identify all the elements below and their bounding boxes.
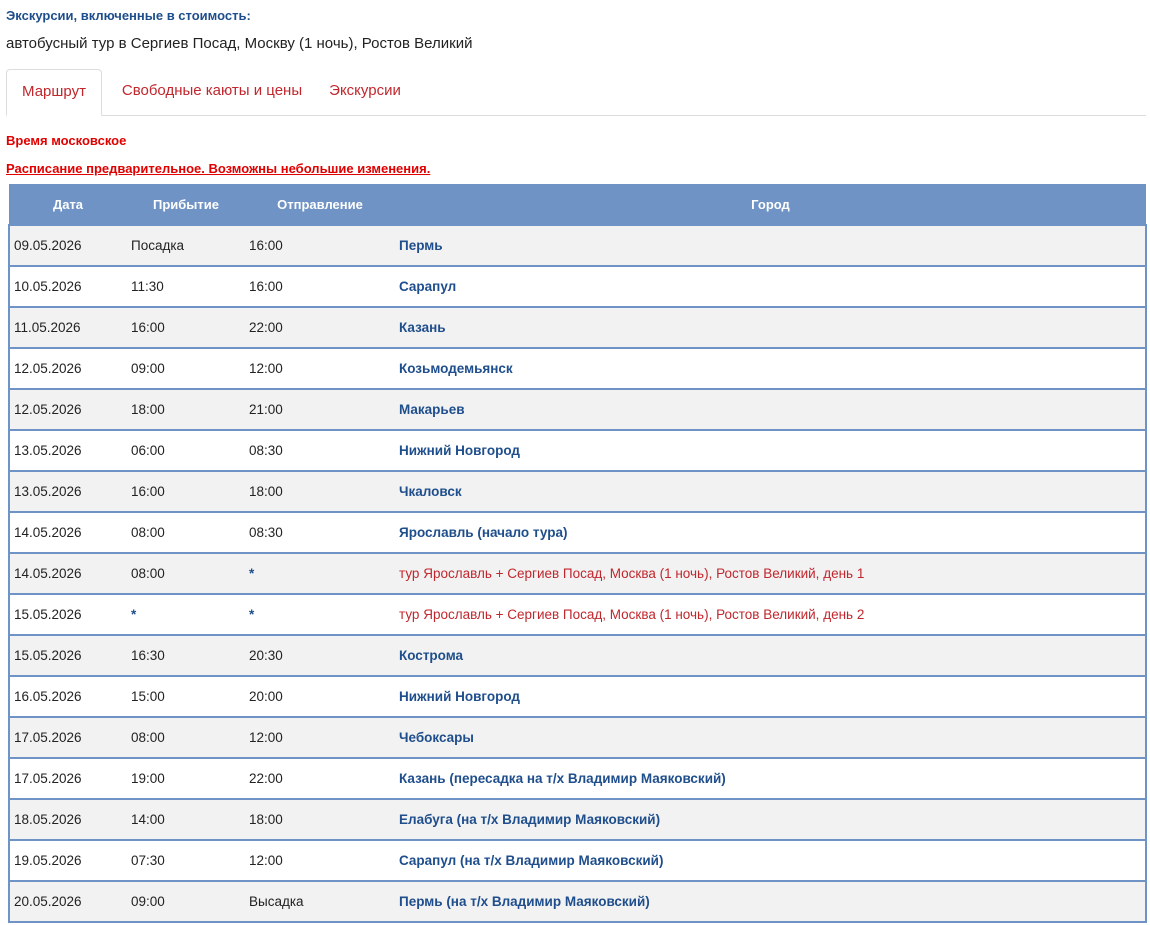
table-row (9, 225, 1146, 266)
cell-departure (245, 225, 395, 266)
table-row (9, 840, 1146, 881)
cell-city (395, 758, 1146, 799)
cell-departure-value: * (249, 607, 255, 622)
cell-departure (245, 594, 395, 635)
cell-departure (245, 307, 395, 348)
cell-city (395, 840, 1146, 881)
cell-date-value: 12.05.2026 (14, 402, 82, 417)
cell-date (9, 717, 127, 758)
cell-arrival (127, 594, 245, 635)
cell-arrival (127, 881, 245, 922)
cell-departure (245, 758, 395, 799)
excursions-included-text: автобусный тур в Сергиев Посад, Москву (1 ночь), Ростов Великий (6, 35, 473, 52)
cell-arrival-value: 09:00 (131, 894, 165, 909)
cell-date (9, 799, 127, 840)
table-row (9, 430, 1146, 471)
cell-departure (245, 553, 395, 594)
cell-departure-value: 16:00 (249, 279, 283, 294)
cell-departure (245, 430, 395, 471)
cell-arrival (127, 348, 245, 389)
table-row (9, 266, 1146, 307)
cell-city (395, 430, 1146, 471)
city-link[interactable]: Елабуга (на т/х Владимир Маяковский) (399, 812, 661, 827)
city-link[interactable]: Казань (пересадка на т/х Владимир Маяковский) (399, 771, 726, 786)
city-link[interactable]: Нижний Новгород (399, 689, 520, 704)
cell-departure-value: 08:30 (249, 525, 283, 540)
cell-date-value: 10.05.2026 (14, 279, 82, 294)
table-row (9, 799, 1146, 840)
cell-date-value: 18.05.2026 (14, 812, 82, 827)
city-link[interactable]: Ярославль (начало тура) (399, 525, 568, 540)
cell-departure-value: 18:00 (249, 812, 283, 827)
cell-departure (245, 389, 395, 430)
cell-city (395, 594, 1146, 635)
table-row (9, 594, 1146, 635)
cell-date (9, 594, 127, 635)
cell-date (9, 225, 127, 266)
cell-departure-value: 12:00 (249, 853, 283, 868)
cell-arrival (127, 717, 245, 758)
time-zone-note: Время московское (6, 133, 127, 148)
cell-city (395, 389, 1146, 430)
cell-city (395, 717, 1146, 758)
header-departure: Отправление (245, 184, 395, 225)
city-link[interactable]: Козьмодемьянск (399, 361, 513, 376)
tab-excursions[interactable]: Экскурсии (329, 82, 401, 99)
cell-date (9, 307, 127, 348)
cell-arrival-value: 16:00 (131, 320, 165, 335)
cell-departure-value: 12:00 (249, 361, 283, 376)
city-link[interactable]: Чкаловск (399, 484, 462, 499)
cell-city (395, 225, 1146, 266)
city-link[interactable]: Макарьев (399, 402, 465, 417)
header-date: Дата (9, 184, 127, 225)
cell-arrival (127, 676, 245, 717)
tab-cabins-prices[interactable]: Свободные каюты и цены (121, 82, 303, 99)
cell-departure (245, 676, 395, 717)
cell-departure-value: 20:30 (249, 648, 283, 663)
cell-arrival (127, 553, 245, 594)
table-row (9, 553, 1146, 594)
cell-arrival-value: 08:00 (131, 730, 165, 745)
cell-departure-value: 12:00 (249, 730, 283, 745)
cell-date (9, 512, 127, 553)
cell-departure (245, 717, 395, 758)
city-link[interactable]: Казань (399, 320, 446, 335)
schedule-disclaimer: Расписание предварительное. Возможны небольшие изменения. (6, 161, 431, 176)
cell-date-value: 15.05.2026 (14, 648, 82, 663)
cell-departure (245, 266, 395, 307)
tour-link[interactable]: тур Ярославль + Сергиев Посад, Москва (1 ночь), Ростов Великий, день 1 (399, 566, 865, 581)
cell-arrival-value: 11:30 (131, 279, 164, 294)
cell-arrival-value: 09:00 (131, 361, 165, 376)
cell-date (9, 758, 127, 799)
cell-arrival (127, 430, 245, 471)
cell-arrival-value: 08:00 (131, 566, 165, 581)
cell-arrival (127, 225, 245, 266)
cell-city (395, 676, 1146, 717)
table-row (9, 471, 1146, 512)
cell-date-value: 19.05.2026 (14, 853, 82, 868)
cell-departure (245, 471, 395, 512)
cell-arrival-value: 14:00 (131, 812, 165, 827)
cell-departure-value: 16:00 (249, 238, 283, 253)
cell-date (9, 840, 127, 881)
cell-departure (245, 881, 395, 922)
cell-departure (245, 348, 395, 389)
cell-city (395, 471, 1146, 512)
tab-route[interactable]: Маршрут (6, 69, 102, 116)
cell-city (395, 266, 1146, 307)
cell-arrival-value: 16:00 (131, 484, 165, 499)
cell-departure (245, 512, 395, 553)
table-row (9, 676, 1146, 717)
cell-date-value: 13.05.2026 (14, 484, 82, 499)
cell-departure-value: Высадка (249, 894, 304, 909)
cell-departure-value: 18:00 (249, 484, 283, 499)
cell-departure-value: * (249, 566, 255, 581)
cell-date-value: 17.05.2026 (14, 771, 82, 786)
cell-date (9, 635, 127, 676)
city-link[interactable]: Чебоксары (399, 730, 474, 745)
cell-arrival (127, 266, 245, 307)
city-link[interactable]: Нижний Новгород (399, 443, 520, 458)
table-row (9, 635, 1146, 676)
header-city: Город (395, 184, 1146, 225)
cell-arrival (127, 799, 245, 840)
cell-departure-value: 08:30 (249, 443, 283, 458)
cell-arrival-value: Посадка (131, 238, 185, 253)
cell-city (395, 553, 1146, 594)
city-link[interactable]: Пермь (на т/х Владимир Маяковский) (399, 894, 650, 909)
cell-date-value: 14.05.2026 (14, 525, 82, 540)
cell-city (395, 635, 1146, 676)
city-link[interactable]: Сарапул (399, 279, 457, 294)
table-row (9, 512, 1146, 553)
cell-city (395, 881, 1146, 922)
cell-date (9, 676, 127, 717)
cell-date-value: 16.05.2026 (14, 689, 82, 704)
tour-link[interactable]: тур Ярославль + Сергиев Посад, Москва (1 ночь), Ростов Великий, день 2 (399, 607, 865, 622)
cell-departure-value: 22:00 (249, 771, 283, 786)
cell-date (9, 266, 127, 307)
cell-arrival-value: 19:00 (131, 771, 165, 786)
cell-city (395, 799, 1146, 840)
table-row (9, 389, 1146, 430)
cell-date (9, 553, 127, 594)
schedule-table (8, 184, 1147, 923)
tab-bar (6, 69, 1146, 116)
cell-date-value: 13.05.2026 (14, 443, 82, 458)
cell-arrival-value: 15:00 (131, 689, 165, 704)
table-row (9, 348, 1146, 389)
cell-date-value: 20.05.2026 (14, 894, 82, 909)
cell-date (9, 389, 127, 430)
cell-arrival (127, 512, 245, 553)
schedule-body (9, 225, 1146, 922)
cell-departure-value: 20:00 (249, 689, 283, 704)
cell-arrival-value: 06:00 (131, 443, 165, 458)
cell-arrival (127, 307, 245, 348)
cell-arrival-value: 08:00 (131, 525, 165, 540)
cell-arrival (127, 389, 245, 430)
cell-date-value: 12.05.2026 (14, 361, 82, 376)
city-link[interactable]: Пермь (399, 238, 443, 253)
table-row (9, 881, 1146, 922)
table-row (9, 758, 1146, 799)
cell-departure (245, 635, 395, 676)
cell-city (395, 512, 1146, 553)
cell-arrival (127, 635, 245, 676)
cell-arrival-value: 18:00 (131, 402, 165, 417)
cell-departure (245, 799, 395, 840)
cell-date (9, 471, 127, 512)
cell-arrival-value: * (131, 607, 137, 622)
cell-arrival (127, 758, 245, 799)
table-row (9, 307, 1146, 348)
city-link[interactable]: Кострома (399, 648, 464, 663)
cell-departure (245, 840, 395, 881)
header-arrival: Прибытие (127, 184, 245, 225)
cell-date (9, 881, 127, 922)
table-row (9, 717, 1146, 758)
cell-arrival (127, 840, 245, 881)
cell-departure-value: 22:00 (249, 320, 283, 335)
cell-date (9, 348, 127, 389)
cell-date-value: 17.05.2026 (14, 730, 82, 745)
cell-arrival-value: 16:30 (131, 648, 165, 663)
cell-date-value: 15.05.2026 (14, 607, 82, 622)
cell-date-value: 09.05.2026 (14, 238, 82, 253)
cell-date (9, 430, 127, 471)
cell-date-value: 14.05.2026 (14, 566, 82, 581)
cell-city (395, 348, 1146, 389)
cell-city (395, 307, 1146, 348)
cell-arrival (127, 471, 245, 512)
city-link[interactable]: Сарапул (на т/х Владимир Маяковский) (399, 853, 664, 868)
cell-date-value: 11.05.2026 (14, 320, 81, 335)
excursions-included-label: Экскурсии, включенные в стоимость: (6, 8, 251, 23)
cell-arrival-value: 07:30 (131, 853, 165, 868)
schedule-header-row (9, 184, 1146, 225)
cell-departure-value: 21:00 (249, 402, 283, 417)
